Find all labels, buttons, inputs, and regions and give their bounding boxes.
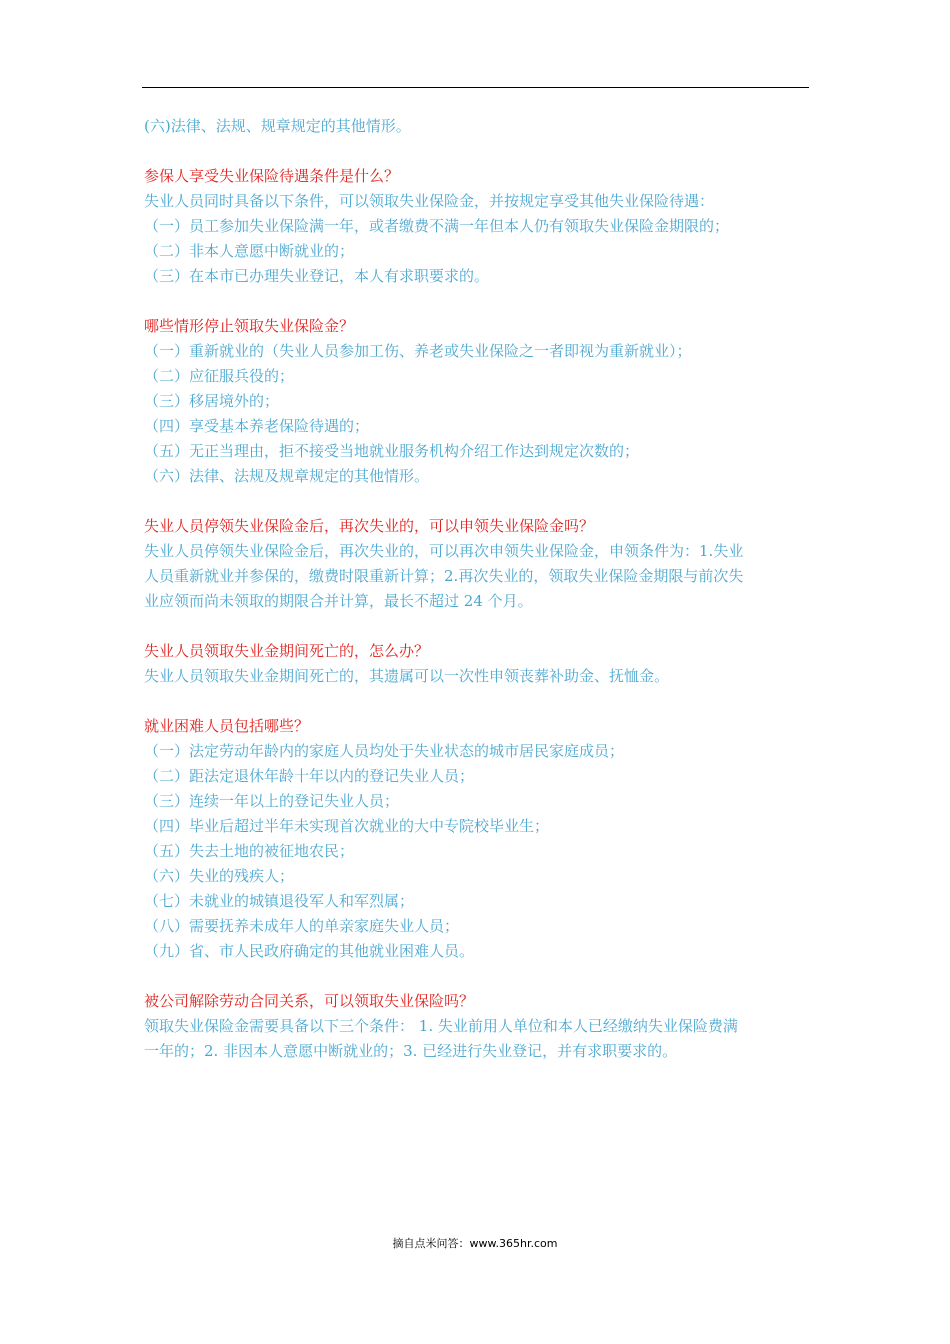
section-line: （一）重新就业的（失业人员参加工伤、养老或失业保险之一者即视为重新就业）； <box>144 342 692 360</box>
section-question: 就业困难人员包括哪些？ <box>144 717 310 735</box>
section-difficulty-groups <box>144 714 824 964</box>
section-line: （一）员工参加失业保险满一年，或者缴费不满一年但本人仍有领取失业保险金期限的； <box>144 217 730 235</box>
section-death <box>144 639 824 689</box>
section-line: 一年的；2. 非因本人意愿中断就业的；3. 已经进行失业登记，并有求职要求的。 <box>144 1042 678 1060</box>
section-line: 人员重新就业并参保的，缴费时限重新计算；2.再次失业的，领取失业保险金期限与前次失 <box>144 567 744 585</box>
spacer <box>144 139 824 164</box>
section-question: 参保人享受失业保险待遇条件是什么？ <box>144 167 400 185</box>
section-line: （四）享受基本养老保险待遇的； <box>144 417 370 435</box>
spacer <box>144 614 824 639</box>
section-line: （三）连续一年以上的登记失业人员； <box>144 792 400 810</box>
spacer <box>144 964 824 989</box>
section-line: （三）在本市已办理失业登记，本人有求职要求的。 <box>144 267 490 285</box>
section-line: （二）应征服兵役的； <box>144 367 295 385</box>
section-line: （六）失业的残疾人； <box>144 867 295 885</box>
section-line: （一）法定劳动年龄内的家庭人员均处于失业状态的城市居民家庭成员； <box>144 742 625 760</box>
spacer <box>144 689 824 714</box>
spacer <box>144 289 824 314</box>
section-line: （二）距法定退休年龄十年以内的登记失业人员； <box>144 767 475 785</box>
section-line: 失业人员领取失业金期间死亡的，其遗属可以一次性申领丧葬补助金、抚恤金。 <box>144 667 670 685</box>
section-question: 失业人员停领失业保险金后，再次失业的，可以申领失业保险金吗？ <box>144 517 595 535</box>
section-question: 哪些情形停止领取失业保险金？ <box>144 317 355 335</box>
section-line: （八）需要抚养未成年人的单亲家庭失业人员； <box>144 917 460 935</box>
section-line: （九）省、市人民政府确定的其他就业困难人员。 <box>144 942 475 960</box>
spacer <box>144 489 824 514</box>
section-line: （三）移居境外的； <box>144 392 280 410</box>
section-line: （六）法律、法规及规章规定的其他情形。 <box>144 467 430 485</box>
intro-line: (六)法律、法规、规章规定的其他情形。 <box>144 117 411 135</box>
section-line: 业应领而尚未领取的期限合并计算，最长不超过 24 个月。 <box>144 592 533 610</box>
section-line: 失业人员同时具备以下条件，可以领取失业保险金，并按规定享受其他失业保险待遇： <box>144 192 715 210</box>
document-body <box>144 114 824 1064</box>
section-eligibility <box>144 164 824 289</box>
section-line: （五）失去土地的被征地农民； <box>144 842 355 860</box>
header-rule <box>142 87 809 88</box>
section-line: 失业人员停领失业保险金后，再次失业的，可以再次申领失业保险金，申领条件为：1.失业 <box>144 542 744 560</box>
section-question: 失业人员领取失业金期间死亡的，怎么办？ <box>144 642 430 660</box>
section-reapply <box>144 514 824 614</box>
section-line: （五）无正当理由，拒不接受当地就业服务机构介绍工作达到规定次数的； <box>144 442 640 460</box>
section-question: 被公司解除劳动合同关系，可以领取失业保险吗？ <box>144 992 475 1010</box>
section-line: （四）毕业后超过半年未实现首次就业的大中专院校毕业生； <box>144 817 550 835</box>
section-line: （七）未就业的城镇退役军人和军烈属； <box>144 892 415 910</box>
section-line: 领取失业保险金需要具备以下三个条件： 1. 失业前用人单位和本人已经缴纳失业保险费满 <box>144 1017 738 1035</box>
section-dismissal <box>144 989 824 1064</box>
section-line: （二）非本人意愿中断就业的； <box>144 242 355 260</box>
section-stop-conditions <box>144 314 824 489</box>
footer-source: 摘自点米问答：www.365hr.com <box>392 1237 558 1250</box>
